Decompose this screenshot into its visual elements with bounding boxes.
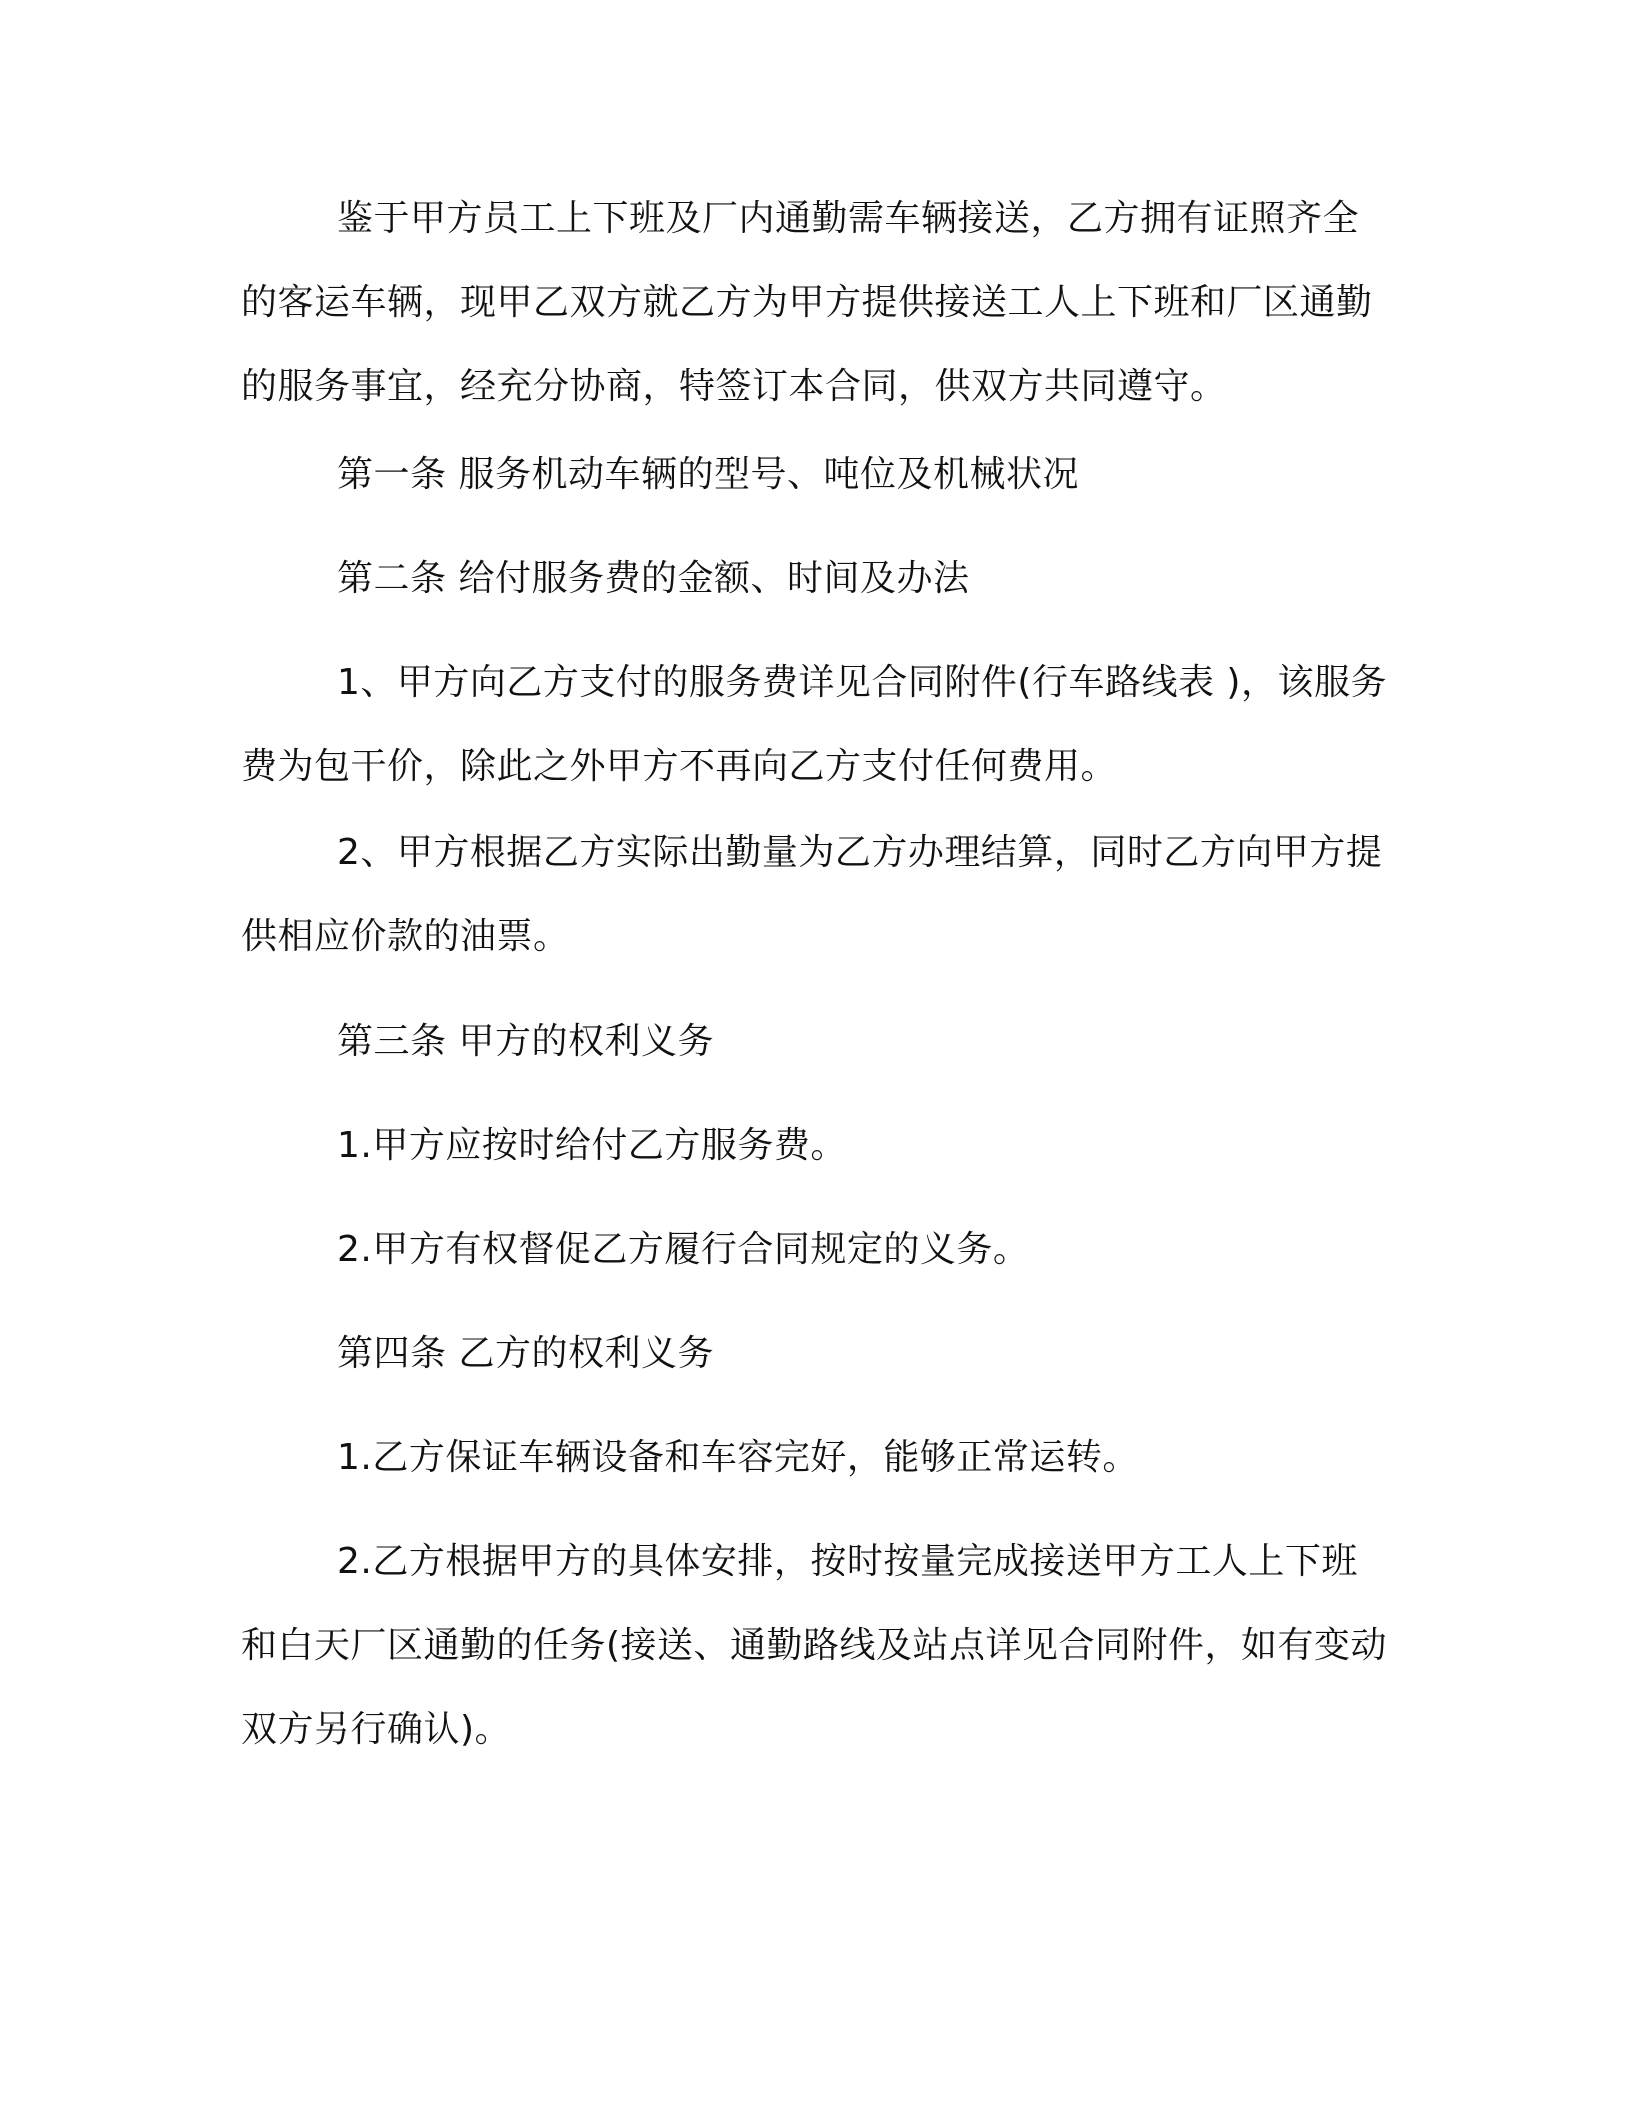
article-1-heading: 第一条 服务机动车辆的型号、吨位及机械状况 xyxy=(337,454,1079,495)
article-4-clause-1: 1.乙方保证车辆设备和车容完好，能够正常运转。 xyxy=(337,1437,1139,1478)
intro-paragraph: 鉴于甲方员工上下班及厂内通勤需车辆接送，乙方拥有证照齐全的客运车辆，现甲乙双方就乙方为甲方提供接送工人上下班和厂区通勤的服务事宜，经充分协商，特签订本合同，供双方共同遵守。 xyxy=(241,198,1373,407)
article-3-clause-2: 2.甲方有权督促乙方履行合同规定的义务。 xyxy=(337,1229,1030,1270)
article-3-heading: 第三条 甲方的权利义务 xyxy=(337,1021,714,1062)
article-4-clause-2: 2.乙方根据甲方的具体安排，按时按量完成接送甲方工人上下班和白天厂区通勤的任务(接送、通勤路线及站点详见合同附件，如有变动双方另行确认)。 xyxy=(241,1541,1388,1750)
article-2-clause-1: 1、甲方向乙方支付的服务费详见合同附件(行车路线表 )，该服务费为包干价，除此之外甲方不再向乙方支付任何费用。 xyxy=(241,662,1387,787)
article-4-heading: 第四条 乙方的权利义务 xyxy=(337,1333,714,1374)
article-3-clause-1: 1.甲方应按时给付乙方服务费。 xyxy=(337,1125,847,1166)
article-2-clause-2: 2、甲方根据乙方实际出勤量为乙方办理结算，同时乙方向甲方提供相应价款的油票。 xyxy=(241,832,1383,957)
article-2-heading: 第二条 给付服务费的金额、时间及办法 xyxy=(337,558,970,599)
